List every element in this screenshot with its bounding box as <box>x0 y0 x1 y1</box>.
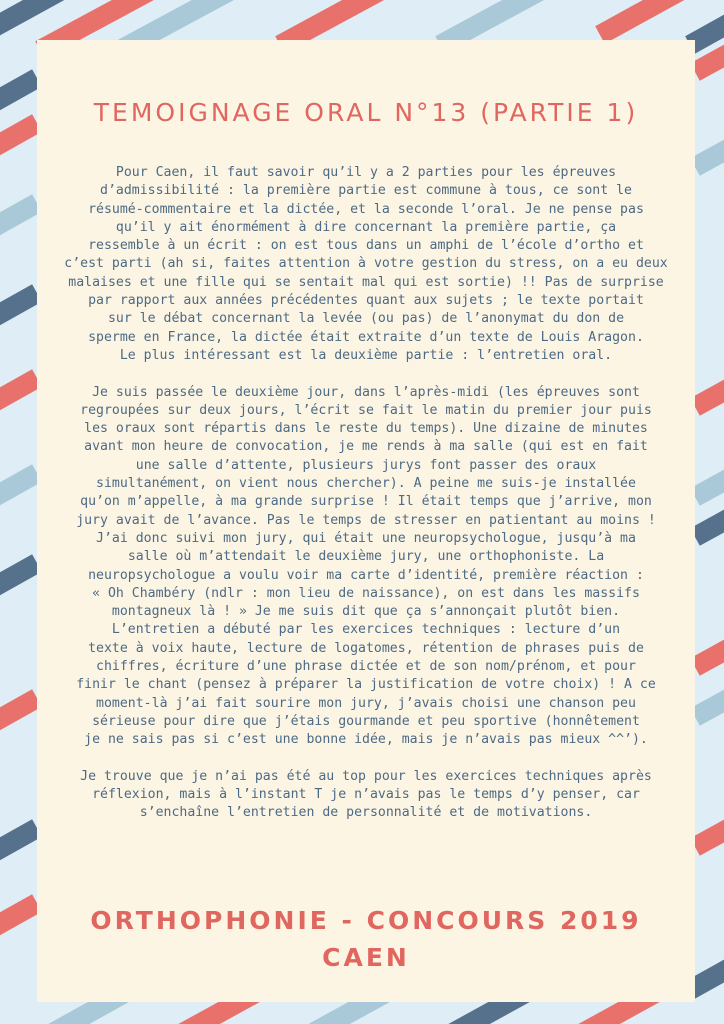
text-line: malaises et une fille qui se sentait mal qui est sortie) !! Pas de surprise <box>68 274 664 290</box>
text-line: texte à voix haute, lecture de logatomes, rétention de phrases puis de <box>88 640 644 656</box>
stripe <box>695 470 724 497</box>
text-line: sperme en France, la dictée était extraite d’un texte de Louis Aragon. <box>88 329 644 345</box>
text-line: c’est parti (ah si, faites attention à votre gestion du stress, on a eu deux <box>64 256 668 272</box>
footer-banner <box>37 902 695 976</box>
stripe <box>690 960 724 990</box>
stripe <box>0 903 37 935</box>
text-line: qu’on m’appelle, à ma grande surprise ! Il était temps que j’arrive, mon <box>80 494 652 510</box>
text-line: simultanément, on vient nous chercher). A peine me suis-je installée <box>96 476 636 492</box>
stripe <box>695 140 724 167</box>
text-line: ressemble à un écrit : on est tous dans un amphi de l’école d’ortho et <box>88 238 644 254</box>
text-line: réflexion, mais à l’instant T je n’avais pas le temps d’y penser, car <box>92 787 640 803</box>
text-line: Je suis passée le deuxième jour, dans l’après-midi (les épreuves sont <box>92 384 640 400</box>
text-line: avant mon heure de convocation, je me rends à ma salle (qui est en fait <box>84 439 648 455</box>
text-line: s’enchaîne l’entretien de personnalité et de motivations. <box>139 805 593 821</box>
stripe <box>695 380 724 407</box>
stripe <box>695 510 724 537</box>
stripe <box>690 15 724 45</box>
text-line: qu’il y ait énormément à dire concernant la première partie, ça <box>115 219 617 235</box>
text-line: par rapport aux années précédentes quant aux sujets ; le texte portait <box>88 293 644 309</box>
paragraph <box>59 768 673 823</box>
text-line: d’admissibilité : la première partie est commune à tous, ce sont le <box>100 183 632 199</box>
stripe <box>0 828 37 860</box>
paragraph <box>59 164 673 365</box>
text-line: regroupées sur deux jours, l’écrit se fait le matin du premier jour puis <box>80 402 652 418</box>
text-line: sérieuse pour dire que j’étais gourmande et peu sportive (honnêtement <box>92 713 640 729</box>
stripe <box>0 123 37 155</box>
text-line: finir le chant (pensez à préparer la justification de votre choix) ! A ce <box>76 677 656 693</box>
stripe <box>600 0 700 35</box>
footer-line-1: ORTHOPHONIE - CONCOURS 2019 <box>90 906 642 935</box>
stripe <box>0 378 37 410</box>
text-line: salle où m’attendait le deuxième jury, une orthophoniste. La <box>127 549 605 565</box>
stripe <box>440 0 560 45</box>
stripe <box>280 0 400 45</box>
testimony-body <box>59 164 673 841</box>
stripe <box>0 473 37 505</box>
footer-line-2: CAEN <box>322 943 410 972</box>
page-title: TEMOIGNAGE ORAL N°13 (PARTIE 1) <box>93 98 639 127</box>
stripe <box>0 293 37 325</box>
text-line: chiffres, écriture d’une phrase dictée et de son nom/prénom, et pour <box>96 659 636 675</box>
stripe <box>0 203 37 235</box>
text-line: L’entretien a débuté par les exercices techniques : lecture d’un <box>111 622 621 638</box>
stripe <box>695 640 724 667</box>
text-line: résumé-commentaire et la dictée, et la seconde l’oral. Je ne pense pas <box>88 201 644 217</box>
text-line: sur le débat concernant la levée (ou pas) de l’anonymat du don de <box>107 311 625 327</box>
paragraph <box>59 384 673 750</box>
text-line: une salle d’attente, plusieurs jurys font passer des oraux <box>135 457 597 473</box>
stripe <box>0 698 37 730</box>
text-line: moment-là j’ai fait sourire mon jury, j’avais choisi une chanson peu <box>96 695 636 711</box>
text-line: Le plus intéressant est la deuxième partie : l’entretien oral. <box>119 347 613 363</box>
text-line: je ne sais pas si c’est une bonne idée, mais je n’avais pas mieux ^^’). <box>84 732 648 748</box>
text-line: montagneux là ! » Je me suis dit que ça s’annonçait plutôt bien. <box>111 604 621 620</box>
stripe <box>695 690 724 717</box>
text-line: J’ai donc suivi mon jury, qui était une neuropsychologue, jusqu’à ma <box>96 530 636 546</box>
text-line: Pour Caen, il faut savoir qu’il y a 2 parties pour les épreuves <box>115 165 617 180</box>
text-line: neuropsychologue a voulu voir ma carte d’identité, première réaction : <box>88 567 644 583</box>
text-line: les oraux sont répartis dans le reste du temps). Une dizaine de minutes <box>84 421 648 437</box>
text-line: Je trouve que je n’ai pas été au top pour les exercices techniques après <box>80 768 652 784</box>
text-line: jury avait de l’avance. Pas le temps de stresser en patientant au moins ! <box>76 512 656 528</box>
stripe <box>695 820 724 847</box>
stripe <box>0 78 37 110</box>
text-line: « Oh Chambéry (ndlr : mon lieu de naissance), on est dans les massifs <box>92 585 640 601</box>
content-card <box>37 40 695 1002</box>
stripe <box>0 563 37 595</box>
